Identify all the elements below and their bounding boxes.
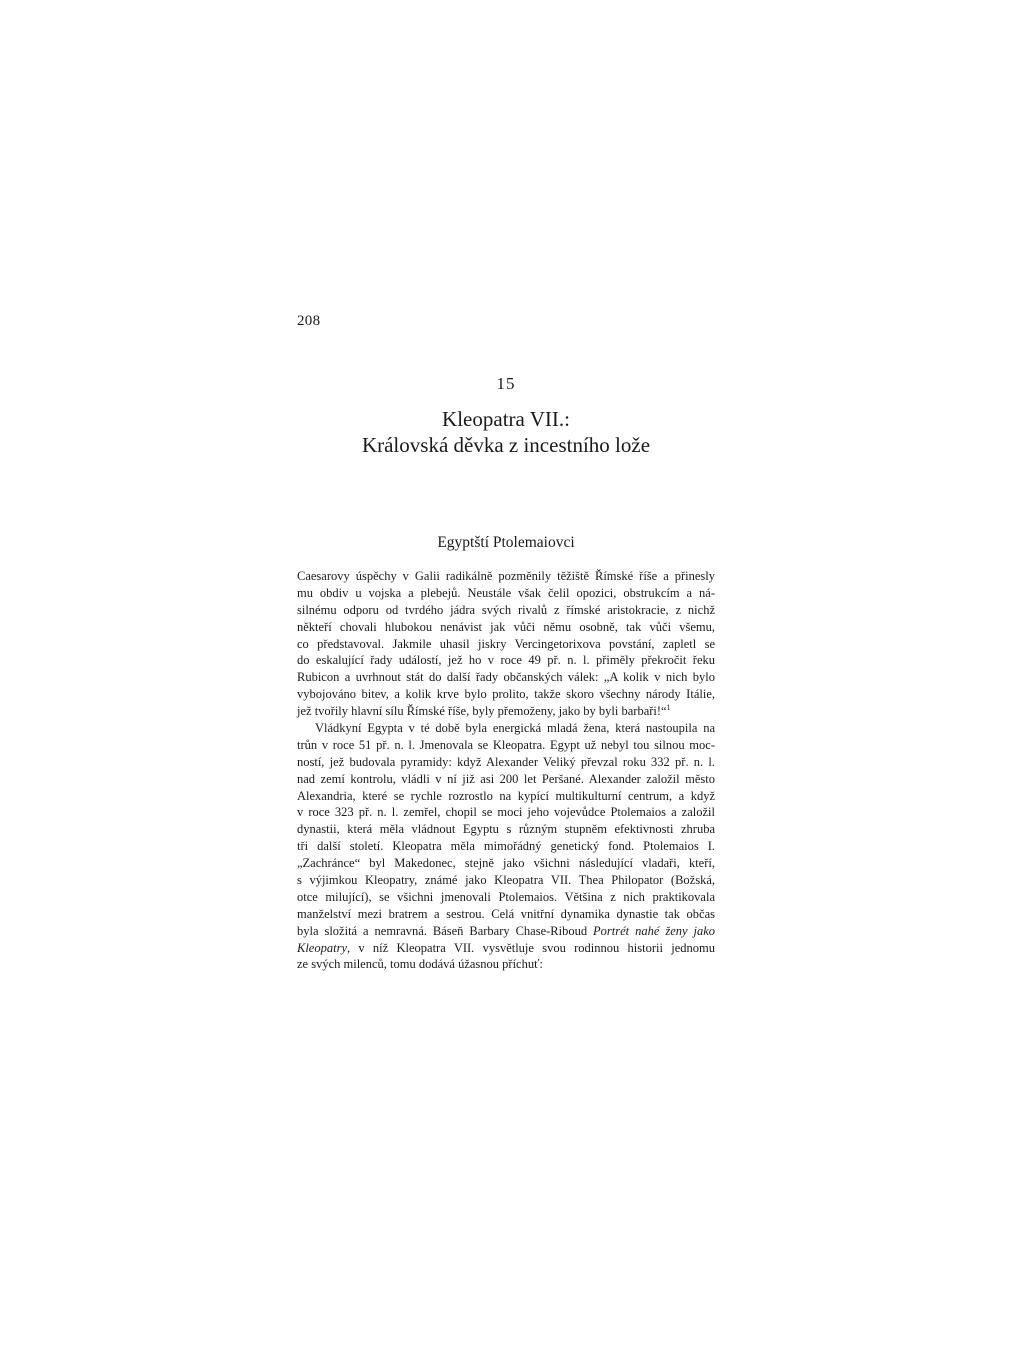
- italic-title-fragment: Portrét nahé ženy jako: [593, 923, 716, 938]
- text-line: co představoval. Jakmile uhasil jiskry Vercingetorixova povstání, zapletl se: [297, 636, 715, 651]
- italic-title-fragment: Kleopatry: [297, 940, 347, 955]
- chapter-number: 15: [496, 374, 516, 393]
- text-line: [297, 923, 715, 940]
- text-line: trůn v roce 51 př. n. l. Jmenovala se Kleopatra. Egypt už nebyl tou silnou moc-: [297, 737, 715, 752]
- body-text: [297, 568, 715, 973]
- text-line: dynastii, která měla vládnout Egyptu s různým stupněm efektivnosti zhruba: [297, 822, 715, 837]
- chapter-title-line-2: Královská děvka z incestního lože: [361, 433, 651, 457]
- chapter-title: [297, 406, 715, 458]
- text-line: s výjimkou Kleopatry, známé jako Kleopatra VII. Thea Philopator (Božská,: [297, 873, 715, 888]
- chapter-title-line-1: Kleopatra VII.:: [442, 407, 570, 431]
- text-line: do eskalující řady událostí, jež ho v roce 49 př. n. l. přiměly překročit řeku: [297, 653, 715, 668]
- text-fragment: byla složitá a nemravná. Báseň Barbary Chase-Riboud: [297, 923, 588, 938]
- text-line: v roce 323 př. n. l. zemřel, chopil se moci jeho vojevůdce Ptolemaios a založil: [297, 805, 715, 820]
- text-line: „Zachránce“ byl Makedonec, stejně jako všichni následující vladaři, kteří,: [297, 856, 715, 871]
- text-line: [297, 940, 715, 957]
- footnote-marker: 1: [666, 702, 671, 712]
- text-line: Alexandria, které se rychle rozrostlo na kypící multikulturní centrum, a když: [297, 788, 715, 803]
- text-line: otce milující), se všichni jmenovali Ptolemaios. Většina z nich praktikovala: [297, 889, 715, 904]
- text-line: Rubicon a uvrhnout stát do další řady občanských válek: „A kolik v nich bylo: [297, 670, 715, 685]
- text-line: Caesarovy úspěchy v Galii radikálně pozměnily těžiště Římské říše a přinesly: [297, 569, 715, 583]
- text-line: Vládkyní Egypta v té době byla energická mladá žena, která nastoupila na: [315, 721, 715, 736]
- text-line: silnému odporu od tvrdého jádra svých rivalů z římské aristokracie, z nichž: [297, 602, 715, 617]
- text-line: [297, 703, 715, 720]
- text-line: nad zemí kontrolu, vládli v ní již asi 200 let Peršané. Alexander založil město: [297, 771, 715, 786]
- text-line: ností, jež budovala pyramidy: když Alexander Veliký převzal roku 332 př. n. l.: [297, 754, 715, 769]
- text-line: vybojováno bitev, a kolik krve bylo prolito, takže skoro všechny národy Itálie,: [297, 687, 715, 702]
- text-line: tři další století. Kleopatra měla mimořádný genetický fond. Ptolemaios I.: [297, 839, 715, 854]
- text-line: manželství mezi bratrem a sestrou. Celá vnitřní dynamika dynastie tak občas: [297, 906, 715, 921]
- text-line: někteří chovali hlubokou nenávist jak vůči němu osobně, tak vůči všemu,: [297, 619, 715, 634]
- text-line: mu obdiv u vojska a plebejů. Neustále však čelil opozici, obstrukcím a ná-: [297, 585, 715, 600]
- page-number: 208: [297, 313, 321, 329]
- text-fragment: , v níž Kleopatra VII. vysvětluje svou rodinnou historii jednomu: [347, 940, 715, 955]
- text-fragment: jež tvořily hlavní sílu Římské říše, byly přemoženy, jako by byli barbaři!“: [297, 704, 667, 719]
- section-heading: Egyptští Ptolemaiovci: [437, 534, 575, 551]
- text-line: ze svých milenců, tomu dodává úžasnou příchuť:: [297, 957, 543, 972]
